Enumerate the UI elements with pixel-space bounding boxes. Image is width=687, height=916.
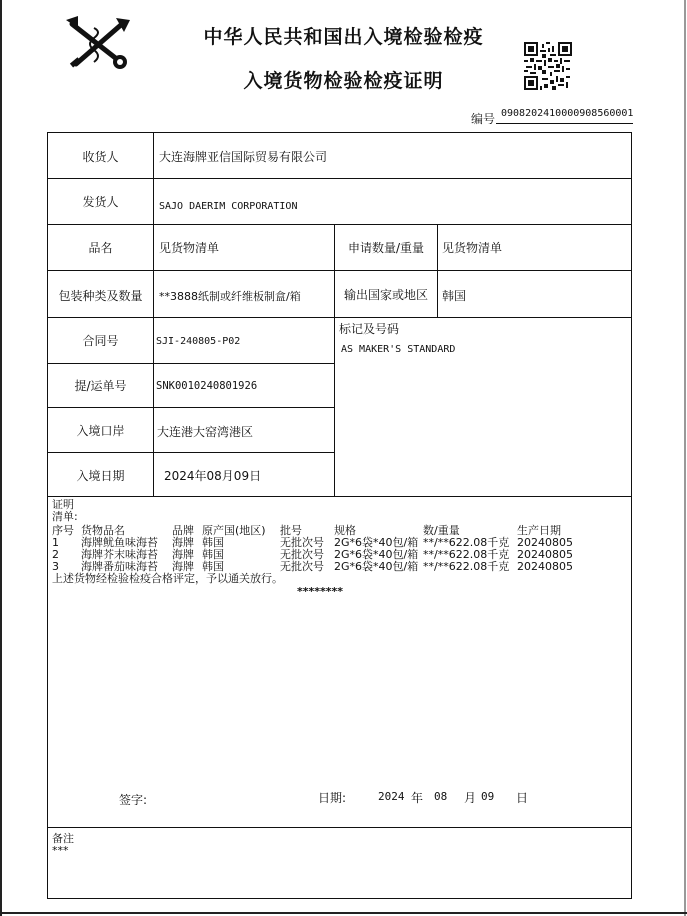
row-no: 3 [52,560,59,573]
qr-code-icon [524,42,572,90]
row-spec: 2G*6袋*40包/箱 [334,560,419,573]
consignee-value: 大连海牌亚信国际贸易有限公司 [159,150,328,164]
cert-number-underline [496,123,633,124]
row-origin: 韩国 [202,560,224,573]
remarks-label: 备注 [52,832,74,845]
col-header-brand: 品牌 [172,524,194,537]
quantity-label: 申请数量/重量 [347,241,425,255]
bill-of-lading-label: 提/运单号 [74,379,127,393]
end-mark: ******** [297,585,344,598]
goods-list-heading: 清单: [52,510,78,523]
entry-date-label: 入境日期 [76,469,125,483]
entry-port-label: 入境口岸 [76,424,125,438]
row-production-date: 20240805 [517,548,573,561]
marks-label: 标记及号码 [339,322,400,336]
document-title: 中华人民共和国出入境检验检疫 [203,26,484,48]
table-line [47,898,632,899]
row-brand: 海牌 [172,548,194,561]
marks-value: AS MAKER'S STANDARD [341,344,456,355]
row-goods: 海牌芥末味海苔 [81,548,158,561]
consignor-label: 发货人 [82,195,119,209]
page-border-right [684,0,686,916]
contract-value: SJI-240805-P02 [156,336,241,347]
entry-port-value: 大连港大窑湾港区 [157,425,254,439]
sign-date-year: 2024 [378,790,405,803]
page-border-bottom [0,912,687,914]
cert-number: 0908202410000908560001 [501,108,634,119]
table-line [47,270,632,271]
sign-date-label: 日期: [318,791,347,805]
table-line [437,224,438,318]
table-line [47,363,334,364]
packing-value: **3888纸制或纤维板制盒/箱 [159,290,301,303]
signature-label: 签字: [119,793,148,807]
sign-date-month: 08 [434,790,448,803]
row-production-date: 20240805 [517,536,573,549]
table-line [47,496,632,497]
row-origin: 韩国 [202,536,224,549]
remarks-value: *** [52,844,69,857]
goods-value: 见货物清单 [159,241,220,255]
sign-date-year-unit: 年 [411,791,424,805]
packing-label: 包装种类及数量 [58,289,143,303]
page-border-left [0,0,2,916]
col-header-quantity: 数/重量 [423,524,460,537]
row-batch: 无批次号 [280,548,324,561]
cert-number-label: 编号 [471,112,496,126]
row-brand: 海牌 [172,536,194,549]
consignee-label: 收货人 [82,150,119,164]
col-header-no: 序号 [52,524,74,537]
row-batch: 无批次号 [280,536,324,549]
certification-heading: 证明 [52,498,74,511]
table-line [47,317,632,318]
table-line [47,132,632,133]
table-line [47,224,632,225]
goods-label: 品名 [88,241,113,255]
row-quantity: **/**622.08千克 [423,536,510,549]
row-spec: 2G*6袋*40包/箱 [334,548,419,561]
table-line [334,224,335,497]
quantity-value: 见货物清单 [442,241,503,255]
row-spec: 2G*6袋*40包/箱 [334,536,419,549]
row-origin: 韩国 [202,548,224,561]
origin-country-label: 输出国家或地区 [343,288,428,302]
table-line [47,407,334,408]
entry-date-value: 2024年08月09日 [164,469,262,483]
table-line [47,827,632,828]
col-header-production-date: 生产日期 [517,524,561,537]
row-quantity: **/**622.08千克 [423,560,510,573]
col-header-spec: 规格 [334,524,356,537]
consignor-value: SAJO DAERIM CORPORATION [159,201,298,212]
sign-date-day: 09 [481,790,495,803]
row-production-date: 20240805 [517,560,573,573]
col-header-batch: 批号 [280,524,302,537]
bill-of-lading-value: SNK0010240801926 [156,380,258,392]
certification-statement: 上述货物经检验检疫合格评定，予以通关放行。 [52,572,283,585]
row-quantity: **/**622.08千克 [423,548,510,561]
sign-date-day-unit: 日 [516,791,529,805]
document-subtitle: 入境货物检验检疫证明 [243,70,444,92]
origin-country-value: 韩国 [442,289,467,303]
contract-label: 合同号 [82,334,119,348]
row-no: 1 [52,536,59,549]
table-line [47,452,334,453]
col-header-goods: 货物品名 [81,524,125,537]
table-line [47,178,632,179]
col-header-origin: 原产国(地区) [202,524,266,537]
row-goods: 海牌番茄味海苔 [81,560,158,573]
sign-date-month-unit: 月 [464,791,477,805]
table-line [153,132,154,497]
row-goods: 海牌鱿鱼味海苔 [81,536,158,549]
row-brand: 海牌 [172,560,194,573]
table-line [631,132,632,899]
row-no: 2 [52,548,59,561]
row-batch: 无批次号 [280,560,324,573]
